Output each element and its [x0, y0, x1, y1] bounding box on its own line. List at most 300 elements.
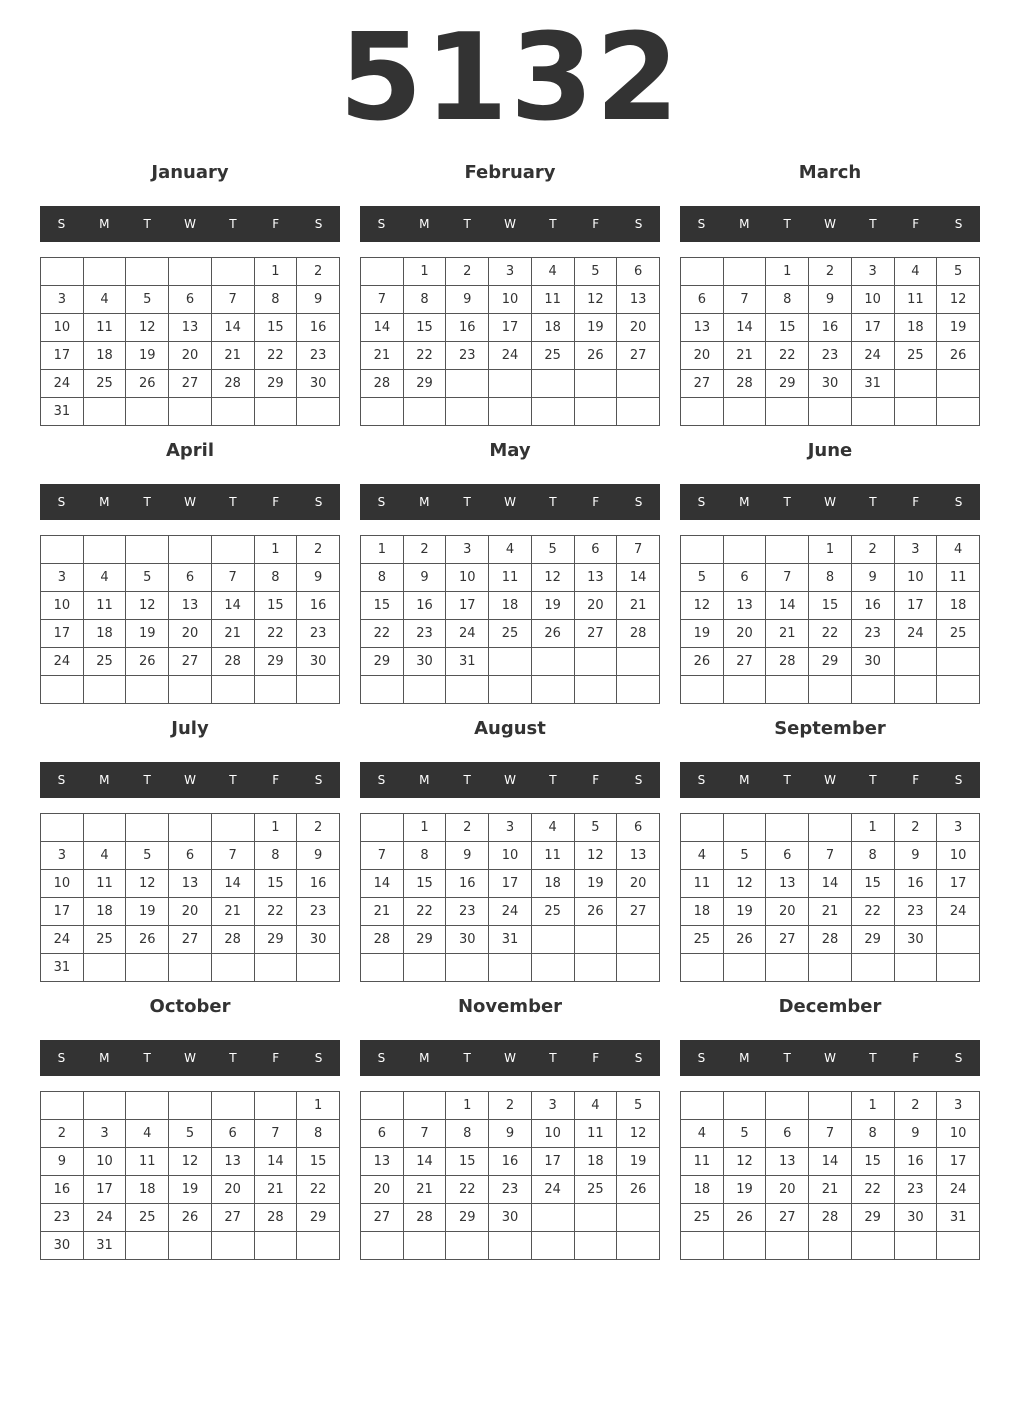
- week-row: [361, 1092, 660, 1120]
- week-row: [361, 258, 660, 286]
- day-cell: 27: [169, 926, 212, 954]
- day-cell: 2: [41, 1120, 84, 1148]
- weekday-label: T: [869, 1051, 877, 1065]
- day-cell: 12: [937, 286, 980, 314]
- day-cell: 4: [489, 536, 532, 564]
- month-name: October: [149, 996, 231, 1017]
- day-cell: [446, 370, 489, 398]
- week-row: [41, 370, 340, 398]
- day-cell: 13: [681, 314, 724, 342]
- day-cell: 24: [489, 898, 532, 926]
- day-cell: 30: [297, 926, 340, 954]
- day-cell: 30: [41, 1232, 84, 1260]
- day-cell: [574, 648, 617, 676]
- day-grid: [680, 257, 980, 426]
- day-cell: 4: [83, 564, 126, 592]
- day-cell: [83, 814, 126, 842]
- day-cell: 13: [169, 592, 212, 620]
- week-row: [681, 592, 980, 620]
- day-cell: 30: [297, 370, 340, 398]
- day-cell: 15: [851, 870, 894, 898]
- day-cell: [723, 258, 766, 286]
- day-cell: 26: [723, 926, 766, 954]
- day-cell: 30: [297, 648, 340, 676]
- day-cell: [851, 398, 894, 426]
- day-cell: 20: [169, 620, 212, 648]
- week-row: [681, 258, 980, 286]
- weekday-label: W: [504, 1051, 516, 1065]
- day-cell: 21: [766, 620, 809, 648]
- month-name: March: [798, 162, 862, 183]
- week-row: [361, 1148, 660, 1176]
- day-cell: [254, 676, 297, 704]
- day-cell: 14: [766, 592, 809, 620]
- week-row: [681, 1204, 980, 1232]
- weekday-label: M: [99, 495, 110, 509]
- day-cell: 6: [574, 536, 617, 564]
- day-cell: [531, 676, 574, 704]
- weekday-label: M: [739, 495, 750, 509]
- day-cell: [41, 258, 84, 286]
- day-cell: 9: [446, 842, 489, 870]
- day-cell: 22: [851, 1176, 894, 1204]
- day-cell: 6: [617, 814, 660, 842]
- day-cell: [403, 1232, 446, 1260]
- week-row: [361, 370, 660, 398]
- day-cell: 23: [809, 342, 852, 370]
- weekday-label: T: [549, 217, 557, 231]
- day-cell: 26: [126, 370, 169, 398]
- day-cell: 1: [361, 536, 404, 564]
- day-cell: 9: [297, 286, 340, 314]
- day-cell: 19: [574, 870, 617, 898]
- day-cell: 15: [766, 314, 809, 342]
- day-cell: 20: [169, 342, 212, 370]
- day-cell: 3: [41, 564, 84, 592]
- day-cell: 11: [489, 564, 532, 592]
- day-cell: 5: [617, 1092, 660, 1120]
- day-cell: 7: [361, 842, 404, 870]
- day-cell: 20: [617, 870, 660, 898]
- day-cell: 17: [83, 1176, 126, 1204]
- day-cell: 24: [489, 342, 532, 370]
- day-cell: 13: [169, 314, 212, 342]
- day-cell: 16: [297, 592, 340, 620]
- day-cell: 16: [41, 1176, 84, 1204]
- weekday-label: T: [229, 495, 237, 509]
- day-cell: 17: [41, 342, 84, 370]
- day-cell: 1: [851, 1092, 894, 1120]
- weekday-label: S: [697, 495, 706, 509]
- weekday-header: [680, 1040, 980, 1076]
- month-name: February: [464, 162, 556, 183]
- day-cell: 5: [126, 842, 169, 870]
- day-cell: 8: [766, 286, 809, 314]
- day-cell: 1: [809, 536, 852, 564]
- week-row: [361, 342, 660, 370]
- day-cell: 19: [169, 1176, 212, 1204]
- day-cell: 22: [254, 898, 297, 926]
- day-cell: 15: [403, 870, 446, 898]
- day-cell: 26: [126, 648, 169, 676]
- week-row: [41, 564, 340, 592]
- day-cell: [297, 1232, 340, 1260]
- weekday-label: M: [419, 217, 430, 231]
- day-cell: 23: [297, 898, 340, 926]
- weekday-label: M: [739, 773, 750, 787]
- day-cell: 27: [574, 620, 617, 648]
- day-cell: 10: [41, 314, 84, 342]
- weekday-label: T: [783, 217, 791, 231]
- day-cell: 23: [894, 898, 937, 926]
- day-cell: [361, 676, 404, 704]
- day-cell: 3: [489, 258, 532, 286]
- day-cell: 12: [126, 870, 169, 898]
- day-grid: [40, 257, 340, 426]
- day-cell: 27: [766, 1204, 809, 1232]
- day-cell: [169, 398, 212, 426]
- week-row: [681, 954, 980, 982]
- day-cell: 5: [574, 814, 617, 842]
- day-cell: 8: [809, 564, 852, 592]
- day-cell: 11: [894, 286, 937, 314]
- week-row: [41, 1120, 340, 1148]
- day-cell: 10: [41, 592, 84, 620]
- day-cell: [681, 814, 724, 842]
- week-row: [361, 898, 660, 926]
- day-cell: [617, 370, 660, 398]
- day-cell: [937, 648, 980, 676]
- weekday-label: F: [592, 1051, 600, 1065]
- day-cell: 8: [297, 1120, 340, 1148]
- day-cell: 21: [403, 1176, 446, 1204]
- weekday-label: S: [697, 773, 706, 787]
- weekday-label: T: [463, 1051, 471, 1065]
- day-cell: 2: [851, 536, 894, 564]
- day-cell: 20: [617, 314, 660, 342]
- day-cell: [681, 258, 724, 286]
- day-cell: 5: [723, 842, 766, 870]
- day-cell: [41, 536, 84, 564]
- month-name: September: [774, 718, 886, 739]
- day-cell: 16: [894, 1148, 937, 1176]
- day-cell: 16: [446, 314, 489, 342]
- week-row: [681, 370, 980, 398]
- day-cell: [937, 926, 980, 954]
- day-cell: 22: [851, 898, 894, 926]
- day-cell: [297, 954, 340, 982]
- day-cell: 18: [489, 592, 532, 620]
- day-cell: 9: [403, 564, 446, 592]
- day-cell: [403, 398, 446, 426]
- day-cell: 26: [723, 1204, 766, 1232]
- day-cell: 7: [723, 286, 766, 314]
- day-cell: 28: [211, 926, 254, 954]
- weekday-label: S: [954, 773, 963, 787]
- day-cell: 18: [531, 314, 574, 342]
- day-cell: 22: [297, 1176, 340, 1204]
- weekday-label: M: [99, 217, 110, 231]
- day-cell: [489, 1232, 532, 1260]
- day-cell: 31: [937, 1204, 980, 1232]
- weekday-header: [40, 484, 340, 520]
- weekday-label: T: [783, 773, 791, 787]
- year-title: 5132: [339, 9, 681, 148]
- day-cell: 24: [41, 370, 84, 398]
- day-cell: [723, 1092, 766, 1120]
- day-cell: 1: [766, 258, 809, 286]
- day-grid: [680, 813, 980, 982]
- week-row: [681, 676, 980, 704]
- day-cell: [851, 676, 894, 704]
- weekday-header: [680, 762, 980, 798]
- day-cell: 26: [574, 342, 617, 370]
- day-cell: 1: [254, 814, 297, 842]
- day-cell: 28: [766, 648, 809, 676]
- day-cell: 23: [851, 620, 894, 648]
- day-cell: 14: [361, 314, 404, 342]
- week-row: [361, 676, 660, 704]
- day-cell: 19: [126, 898, 169, 926]
- day-cell: 17: [894, 592, 937, 620]
- weekday-label: T: [143, 1051, 151, 1065]
- day-cell: 3: [937, 814, 980, 842]
- day-cell: 12: [574, 842, 617, 870]
- week-row: [361, 1120, 660, 1148]
- day-cell: 31: [489, 926, 532, 954]
- day-cell: 6: [766, 1120, 809, 1148]
- day-cell: 11: [531, 842, 574, 870]
- day-cell: 10: [937, 842, 980, 870]
- day-cell: [169, 536, 212, 564]
- day-grid: [680, 535, 980, 704]
- weekday-label: F: [592, 495, 600, 509]
- week-row: [681, 870, 980, 898]
- day-cell: 4: [894, 258, 937, 286]
- day-cell: 15: [851, 1148, 894, 1176]
- day-cell: 16: [489, 1148, 532, 1176]
- weekday-label: S: [377, 773, 386, 787]
- day-cell: [894, 954, 937, 982]
- day-cell: 5: [169, 1120, 212, 1148]
- day-cell: 15: [403, 314, 446, 342]
- day-cell: 2: [894, 814, 937, 842]
- day-cell: 27: [681, 370, 724, 398]
- day-cell: [766, 398, 809, 426]
- day-cell: 29: [766, 370, 809, 398]
- day-cell: 15: [254, 314, 297, 342]
- weekday-label: F: [912, 495, 920, 509]
- day-cell: [681, 954, 724, 982]
- day-cell: 30: [446, 926, 489, 954]
- day-cell: 18: [681, 1176, 724, 1204]
- day-cell: 4: [531, 258, 574, 286]
- day-cell: 27: [617, 898, 660, 926]
- day-cell: [489, 648, 532, 676]
- day-cell: [766, 814, 809, 842]
- day-cell: 8: [254, 842, 297, 870]
- weekday-label: F: [592, 773, 600, 787]
- day-cell: 23: [41, 1204, 84, 1232]
- weekday-label: W: [504, 495, 516, 509]
- month-name: June: [807, 440, 853, 461]
- day-cell: [83, 676, 126, 704]
- weekday-label: F: [272, 495, 280, 509]
- day-cell: 5: [723, 1120, 766, 1148]
- day-cell: 23: [489, 1176, 532, 1204]
- day-cell: 20: [169, 898, 212, 926]
- day-cell: 17: [41, 620, 84, 648]
- day-cell: 1: [403, 258, 446, 286]
- day-cell: 2: [446, 258, 489, 286]
- week-row: [361, 842, 660, 870]
- day-cell: 14: [211, 314, 254, 342]
- day-cell: 17: [41, 898, 84, 926]
- day-cell: [809, 676, 852, 704]
- weekday-label: S: [954, 217, 963, 231]
- day-cell: 19: [531, 592, 574, 620]
- day-cell: 21: [809, 898, 852, 926]
- day-cell: 10: [531, 1120, 574, 1148]
- day-cell: [531, 398, 574, 426]
- day-grid: [40, 813, 340, 982]
- week-row: [41, 648, 340, 676]
- day-cell: [169, 1092, 212, 1120]
- day-cell: 24: [83, 1204, 126, 1232]
- day-cell: 31: [851, 370, 894, 398]
- week-row: [681, 814, 980, 842]
- week-row: [681, 1232, 980, 1260]
- weekday-label: S: [314, 495, 323, 509]
- week-row: [41, 814, 340, 842]
- week-row: [361, 564, 660, 592]
- day-cell: [531, 954, 574, 982]
- day-cell: [809, 1232, 852, 1260]
- day-cell: [126, 1092, 169, 1120]
- day-cell: 25: [937, 620, 980, 648]
- week-row: [41, 1204, 340, 1232]
- weekday-label: W: [184, 1051, 196, 1065]
- week-row: [681, 648, 980, 676]
- day-cell: 10: [446, 564, 489, 592]
- day-cell: [531, 1232, 574, 1260]
- day-cell: 24: [446, 620, 489, 648]
- day-cell: 4: [126, 1120, 169, 1148]
- day-cell: [574, 1204, 617, 1232]
- day-cell: [254, 398, 297, 426]
- day-cell: [531, 370, 574, 398]
- month-name: April: [165, 440, 215, 461]
- day-cell: 12: [531, 564, 574, 592]
- weekday-label: M: [739, 1051, 750, 1065]
- week-row: [681, 1120, 980, 1148]
- day-cell: 18: [126, 1176, 169, 1204]
- day-cell: 7: [211, 564, 254, 592]
- day-cell: 6: [361, 1120, 404, 1148]
- day-cell: 7: [361, 286, 404, 314]
- day-cell: [211, 954, 254, 982]
- day-cell: 25: [681, 1204, 724, 1232]
- day-cell: 11: [937, 564, 980, 592]
- day-cell: 11: [531, 286, 574, 314]
- day-cell: 23: [446, 898, 489, 926]
- day-cell: 16: [894, 870, 937, 898]
- day-cell: 27: [169, 370, 212, 398]
- day-cell: 10: [851, 286, 894, 314]
- weekday-header: [360, 206, 660, 242]
- day-cell: 19: [126, 342, 169, 370]
- week-row: [361, 1204, 660, 1232]
- day-cell: 17: [531, 1148, 574, 1176]
- weekday-label: T: [549, 773, 557, 787]
- day-cell: 8: [254, 286, 297, 314]
- day-cell: [126, 814, 169, 842]
- day-cell: [851, 1232, 894, 1260]
- day-cell: 23: [446, 342, 489, 370]
- week-row: [681, 1092, 980, 1120]
- day-cell: 19: [126, 620, 169, 648]
- day-cell: 3: [937, 1092, 980, 1120]
- day-cell: [361, 258, 404, 286]
- day-cell: 15: [446, 1148, 489, 1176]
- day-cell: 30: [489, 1204, 532, 1232]
- day-cell: 17: [937, 870, 980, 898]
- day-cell: 26: [937, 342, 980, 370]
- day-cell: [254, 1232, 297, 1260]
- day-cell: [937, 398, 980, 426]
- day-cell: 25: [83, 370, 126, 398]
- weekday-label: M: [419, 773, 430, 787]
- weekday-header: [40, 1040, 340, 1076]
- day-cell: 16: [403, 592, 446, 620]
- day-cell: 3: [531, 1092, 574, 1120]
- day-cell: 25: [126, 1204, 169, 1232]
- weekday-label: F: [912, 1051, 920, 1065]
- day-cell: 6: [766, 842, 809, 870]
- day-grid: [40, 535, 340, 704]
- day-cell: [681, 1232, 724, 1260]
- day-cell: [83, 398, 126, 426]
- day-cell: 3: [851, 258, 894, 286]
- day-cell: [766, 536, 809, 564]
- day-cell: 25: [83, 926, 126, 954]
- day-cell: 9: [297, 842, 340, 870]
- day-cell: [766, 954, 809, 982]
- day-grid: [360, 257, 660, 426]
- week-row: [361, 814, 660, 842]
- day-cell: [574, 676, 617, 704]
- weekday-label: S: [314, 217, 323, 231]
- day-cell: 12: [169, 1148, 212, 1176]
- day-cell: 1: [254, 536, 297, 564]
- weekday-label: T: [869, 495, 877, 509]
- day-cell: [681, 398, 724, 426]
- day-cell: [681, 676, 724, 704]
- day-cell: [809, 398, 852, 426]
- day-cell: 21: [254, 1176, 297, 1204]
- day-cell: 25: [894, 342, 937, 370]
- day-cell: [851, 954, 894, 982]
- day-cell: 14: [361, 870, 404, 898]
- week-row: [361, 314, 660, 342]
- weekday-label: W: [504, 773, 516, 787]
- day-cell: 8: [446, 1120, 489, 1148]
- day-cell: 2: [894, 1092, 937, 1120]
- week-row: [361, 592, 660, 620]
- week-row: [681, 842, 980, 870]
- weekday-label: S: [314, 773, 323, 787]
- day-cell: [894, 1232, 937, 1260]
